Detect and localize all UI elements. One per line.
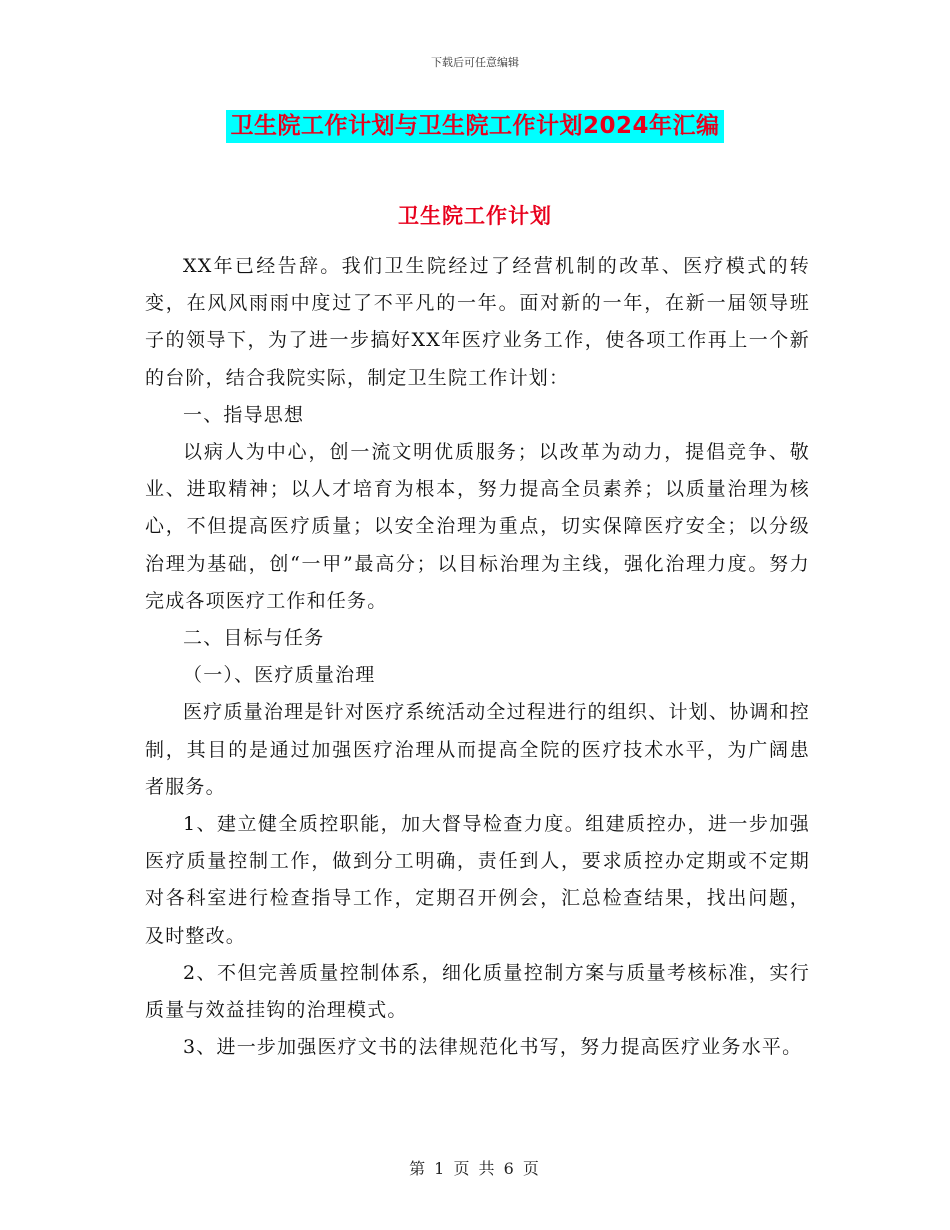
page-number-footer: 第 1 页 共 6 页 [409, 1159, 541, 1178]
main-title-container [0, 110, 950, 143]
paragraph-intro: XX年已经告辞。我们卫生院经过了经营机制的改革、医疗模式的转变，在风风雨雨中度过了不平凡的一年。面对新的一年，在新一届领导班子的领导下，为了进一步搞好XX年医疗业务工作，使各项工作再上一个新的台阶，结合我院实际，制定卫生院工作计划： [145, 255, 810, 389]
heading-guiding-ideology: 一、指导思想 [183, 403, 305, 426]
section-title: 卫生院工作计划 [398, 204, 552, 228]
paragraph-guiding-ideology: 以病人为中心，创一流文明优质服务；以改革为动力，提倡竞争、敬业、进取精神；以人才培育为根本，努力提高全员素养；以质量治理为核心，不但提高医疗质量；以安全治理为重点，切实保障医疗安全；以分级治理为基础，创“一甲”最高分；以目标治理为主线，强化治理力度。努力完成各项医疗工作和任务。 [145, 441, 810, 612]
document-main-title: 卫生院工作计划与卫生院工作计划2024年汇编 [226, 110, 723, 143]
document-body [145, 248, 810, 1066]
subheading-medical-quality: （一）、医疗质量治理 [183, 664, 376, 687]
heading-goals-tasks: 二、目标与任务 [183, 627, 325, 650]
list-item-1: 1、建立健全质控职能，加大督导检查力度。组建质控办，进一步加强医疗质量控制工作，做到分工明确，责任到人，要求质控办定期或不定期对各科室进行检查指导工作，定期召开例会，汇总检查结果，找出问题，及时整改。 [145, 813, 810, 947]
page-header-note: 下载后可任意编辑 [431, 56, 519, 69]
list-item-3: 3、进一步加强医疗文书的法律规范化书写，努力提高医疗业务水平。 [183, 1036, 803, 1059]
paragraph-medical-quality: 医疗质量治理是针对医疗系统活动全过程进行的组织、计划、协调和控制，其目的是通过加强医疗治理从而提高全院的医疗技术水平，为广阔患者服务。 [145, 701, 810, 798]
list-item-2: 2、不但完善质量控制体系，细化质量控制方案与质量考核标准，实行质量与效益挂钩的治理模式。 [145, 961, 810, 1022]
